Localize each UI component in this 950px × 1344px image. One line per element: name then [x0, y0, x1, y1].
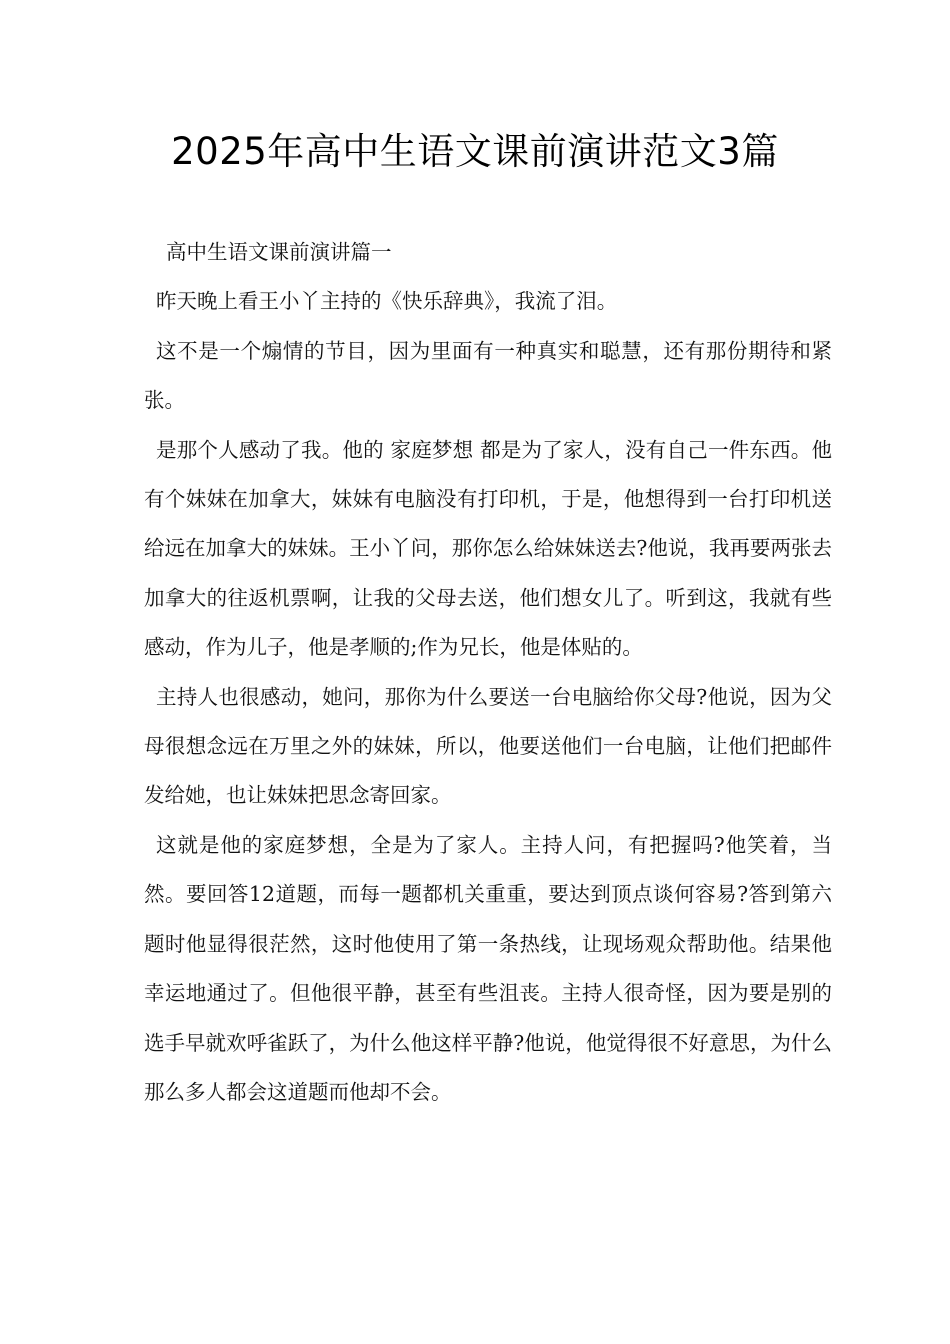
- paragraph-4: 主持人也很感动，她问，那你为什么要送一台电脑给你父母?他说，因为父母很想念远在万里之外的妹妹，所以，他要送他们一台电脑，让他们把邮件发给她，也让妹妹把思念寄回家。: [144, 684, 832, 808]
- document-body: [144, 228, 832, 1117]
- paragraph-3: 是那个人感动了我。他的 家庭梦想 都是为了家人，没有自己一件东西。他有个妹妹在加拿大，妹妹有电脑没有打印机，于是，他想得到一台打印机送给远在加拿大的妹妹。王小丫问，那你怎么给妹妹送去?他说，我再要两张去加拿大的往返机票啊，让我的父母去送，他们想女儿了。听到这，我就有些感动，作为儿子，他是孝顺的;作为兄长，他是体贴的。: [144, 437, 832, 660]
- document-title: 2025年高中生语文课前演讲范文3篇: [171, 130, 779, 173]
- paragraph-5: 这就是他的家庭梦想，全是为了家人。主持人问，有把握吗?他笑着，当然。要回答12道题，而每一题都机关重重，要达到顶点谈何容易?答到第六题时他显得很茫然，这时他使用了第一条热线，让现场观众帮助他。结果他幸运地通过了。但他很平静，甚至有些沮丧。主持人很奇怪，因为要是别的选手早就欢呼雀跃了，为什么他这样平静?他说，他觉得很不好意思，为什么那么多人都会这道题而他却不会。: [144, 832, 832, 1104]
- paragraph-2: 这不是一个煽情的节目，因为里面有一种真实和聪慧，还有那份期待和紧张。: [144, 338, 832, 413]
- paragraph-1: 昨天晚上看王小丫主持的《快乐辞典》，我流了泪。: [156, 289, 618, 314]
- section-heading: 高中生语文课前演讲篇一: [166, 240, 392, 264]
